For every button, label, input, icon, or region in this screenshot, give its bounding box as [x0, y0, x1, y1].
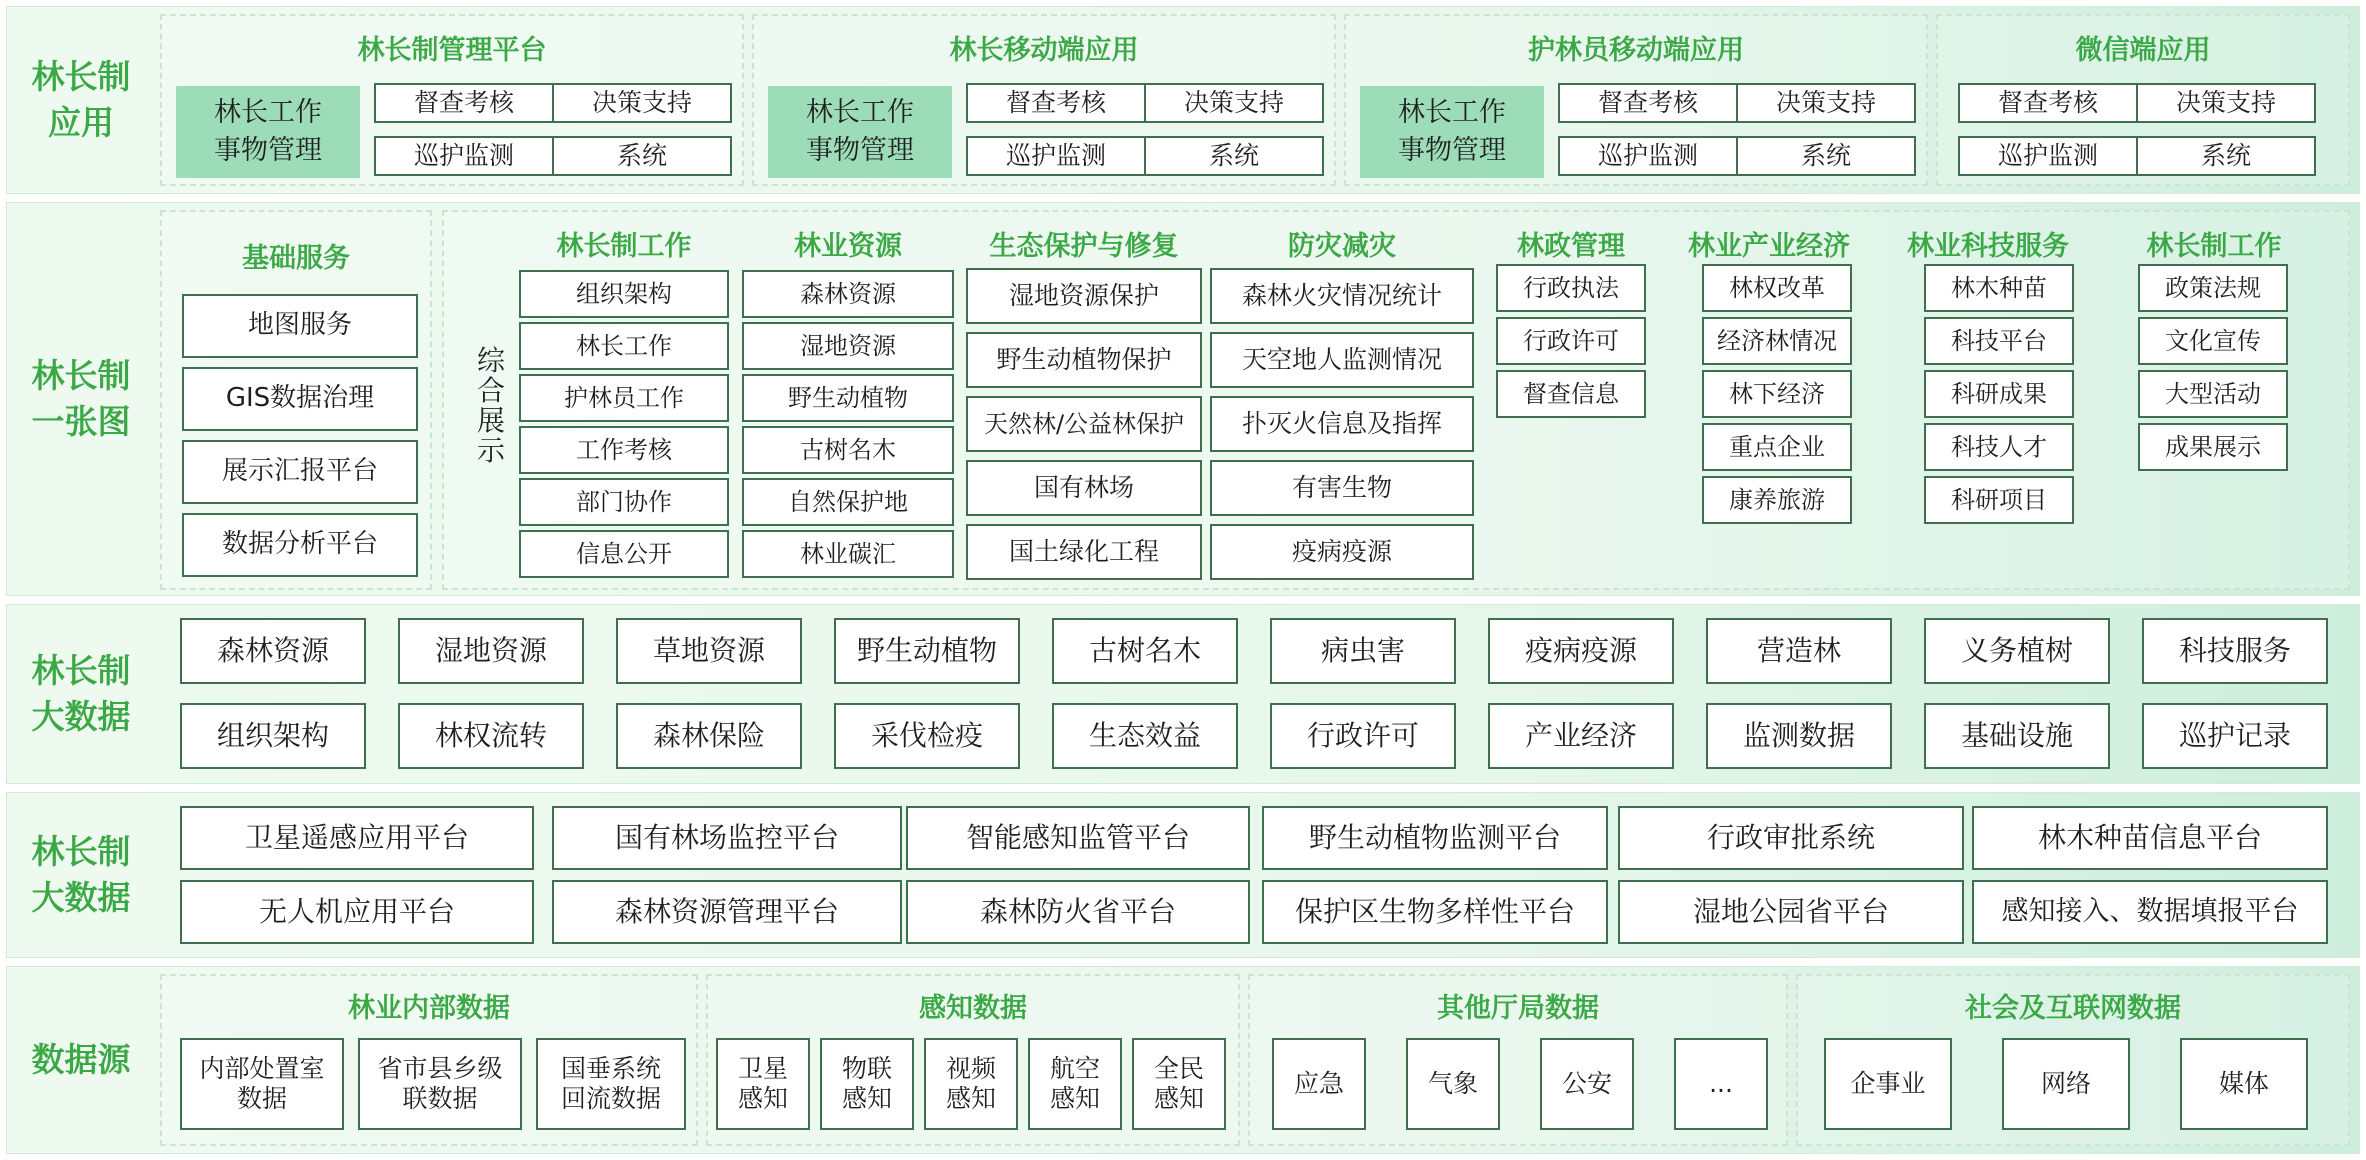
map-overview-display [442, 210, 2350, 590]
source-group-social-internet [1796, 974, 2350, 1146]
row-label-app: 林长制 应用 [31, 57, 131, 142]
column-item[interactable]: 行政许可 [1496, 317, 1646, 365]
data-category-item[interactable]: 草地资源 [616, 618, 802, 684]
platform-item[interactable]: 智能感知监管平台 [906, 806, 1250, 870]
group-title: 其他厅局数据 [1437, 993, 1599, 1024]
source-item[interactable]: 媒体 [2180, 1038, 2308, 1130]
group-title: 微信端应用 [2075, 35, 2211, 66]
data-category-item[interactable]: 义务植树 [1924, 618, 2110, 684]
column-item[interactable]: 组织架构 [519, 270, 729, 318]
column-item[interactable]: 林业碳汇 [742, 530, 954, 578]
source-group-internal [160, 974, 698, 1146]
column-item[interactable]: 湿地资源保护 [966, 268, 1202, 324]
group-title: 基础服务 [242, 243, 350, 274]
group-title: 社会及互联网数据 [1965, 993, 2181, 1024]
data-category-item[interactable]: 湿地资源 [398, 618, 584, 684]
basic-service-item[interactable]: 数据分析平台 [182, 513, 418, 577]
platform-item[interactable]: 感知接入、数据填报平台 [1972, 880, 2328, 944]
row-label-map: 林长制 一张图 [31, 356, 131, 441]
data-category-item[interactable]: 森林资源 [180, 618, 366, 684]
module-item[interactable]: 巡护监测 [374, 136, 554, 176]
platform-item[interactable]: 保护区生物多样性平台 [1262, 880, 1608, 944]
source-group-other-departments [1248, 974, 1788, 1146]
row-label-bigdata-1: 林长制 大数据 [31, 651, 131, 736]
column-title: 林长制工作 [556, 231, 692, 262]
column-item[interactable]: 林木种苗 [1924, 264, 2074, 312]
column-item[interactable]: 有害生物 [1210, 460, 1474, 516]
column-title: 林业资源 [794, 231, 902, 262]
data-category-item[interactable]: 营造林 [1706, 618, 1892, 684]
data-category-item[interactable]: 疫病疫源 [1488, 618, 1674, 684]
module-item[interactable]: 决策支持 [552, 83, 732, 123]
column-item[interactable]: 康养旅游 [1702, 476, 1852, 524]
module-item[interactable]: 决策支持 [1736, 83, 1916, 123]
column-item[interactable]: 疫病疫源 [1210, 524, 1474, 580]
module-item[interactable]: 系统 [2136, 136, 2316, 176]
column-item[interactable]: 古树名木 [742, 426, 954, 474]
source-item[interactable]: 卫星 感知 [716, 1038, 810, 1130]
column-item[interactable]: 信息公开 [519, 530, 729, 578]
module-item[interactable]: 系统 [1736, 136, 1916, 176]
module-item[interactable]: 巡护监测 [1558, 136, 1738, 176]
column-item[interactable]: 湿地资源 [742, 322, 954, 370]
column-item[interactable]: 国土绿化工程 [966, 524, 1202, 580]
data-category-item[interactable]: 森林保险 [616, 703, 802, 769]
column-item[interactable]: 天空地人监测情况 [1210, 332, 1474, 388]
data-category-item[interactable]: 基础设施 [1924, 703, 2110, 769]
map-basic-services [160, 210, 432, 590]
group-title: 护林员移动端应用 [1528, 35, 1744, 66]
module-item[interactable]: 督查考核 [1958, 83, 2138, 123]
row-label-bigdata-2: 林长制 大数据 [31, 832, 131, 917]
module-item[interactable]: 督查考核 [1558, 83, 1738, 123]
column-item[interactable]: 扑灭火信息及指挥 [1210, 396, 1474, 452]
source-item[interactable]: 省市县乡级 联数据 [358, 1038, 522, 1130]
column-title: 林政管理 [1517, 231, 1625, 262]
data-category-item[interactable]: 行政许可 [1270, 703, 1456, 769]
column-title: 林业科技服务 [1907, 231, 2069, 262]
platform-item[interactable]: 森林防火省平台 [906, 880, 1250, 944]
overview-vertical-label: 综合展示 [476, 344, 505, 467]
source-item[interactable]: 应急 [1272, 1038, 1366, 1130]
platform-item[interactable]: 行政审批系统 [1618, 806, 1964, 870]
data-category-item[interactable]: 巡护记录 [2142, 703, 2328, 769]
source-item[interactable]: 企事业 [1824, 1038, 1952, 1130]
source-item[interactable]: ... [1674, 1038, 1768, 1130]
app-group-ranger-mobile [1344, 14, 1928, 186]
module-item[interactable]: 督查考核 [966, 83, 1146, 123]
column-title: 生态保护与修复 [989, 231, 1179, 262]
data-category-item[interactable]: 监测数据 [1706, 703, 1892, 769]
data-category-item[interactable]: 林权流转 [398, 703, 584, 769]
column-item[interactable]: 重点企业 [1702, 423, 1852, 471]
app-group-wechat [1936, 14, 2350, 186]
column-title: 林长制工作 [2146, 231, 2282, 262]
column-item[interactable]: 成果展示 [2138, 423, 2288, 471]
column-item[interactable]: 部门协作 [519, 478, 729, 526]
column-item[interactable]: 林权改革 [1702, 264, 1852, 312]
data-category-item[interactable]: 生态效益 [1052, 703, 1238, 769]
module-item[interactable]: 决策支持 [1144, 83, 1324, 123]
module-item[interactable]: 巡护监测 [1958, 136, 2138, 176]
platform-item[interactable]: 森林资源管理平台 [552, 880, 902, 944]
column-title: 防灾减灾 [1288, 231, 1396, 262]
platform-item[interactable]: 林木种苗信息平台 [1972, 806, 2328, 870]
data-category-item[interactable]: 病虫害 [1270, 618, 1456, 684]
column-title: 林业产业经济 [1688, 231, 1850, 262]
data-category-item[interactable]: 采伐检疫 [834, 703, 1020, 769]
column-item[interactable]: 大型活动 [2138, 370, 2288, 418]
row-label-data-source: 数据源 [31, 1040, 131, 1079]
main-module[interactable]: 林长工作 事物管理 [176, 86, 360, 178]
column-item[interactable]: 自然保护地 [742, 478, 954, 526]
source-group-sensing [706, 974, 1240, 1146]
source-item[interactable]: 内部处置室 数据 [180, 1038, 344, 1130]
source-item[interactable]: 国垂系统 回流数据 [536, 1038, 686, 1130]
platform-item[interactable]: 卫星遥感应用平台 [180, 806, 534, 870]
column-item[interactable]: 天然林/公益林保护 [966, 396, 1202, 452]
data-category-item[interactable]: 野生动植物 [834, 618, 1020, 684]
column-item[interactable]: 森林火灾情况统计 [1210, 268, 1474, 324]
source-item[interactable]: 物联 感知 [820, 1038, 914, 1130]
module-item[interactable]: 督查考核 [374, 83, 554, 123]
column-item[interactable]: 政策法规 [2138, 264, 2288, 312]
data-category-item[interactable]: 产业经济 [1488, 703, 1674, 769]
column-item[interactable]: 工作考核 [519, 426, 729, 474]
data-category-item[interactable]: 科技服务 [2142, 618, 2328, 684]
source-item[interactable]: 网络 [2002, 1038, 2130, 1130]
module-item[interactable]: 系统 [1144, 136, 1324, 176]
column-item[interactable]: 森林资源 [742, 270, 954, 318]
module-item[interactable]: 巡护监测 [966, 136, 1146, 176]
basic-service-item[interactable]: GIS数据治理 [182, 367, 418, 431]
column-item[interactable]: 科研成果 [1924, 370, 2074, 418]
source-item[interactable]: 公安 [1540, 1038, 1634, 1130]
column-item[interactable]: 林下经济 [1702, 370, 1852, 418]
source-item[interactable]: 视频 感知 [924, 1038, 1018, 1130]
group-title: 林长移动端应用 [949, 35, 1139, 66]
column-item[interactable]: 行政执法 [1496, 264, 1646, 312]
column-item[interactable]: 经济林情况 [1702, 317, 1852, 365]
column-item[interactable]: 科研项目 [1924, 476, 2074, 524]
module-item[interactable]: 系统 [552, 136, 732, 176]
column-item[interactable]: 国有林场 [966, 460, 1202, 516]
column-item[interactable]: 科技人才 [1924, 423, 2074, 471]
main-module[interactable]: 林长工作 事物管理 [1360, 86, 1544, 178]
source-item[interactable]: 全民 感知 [1132, 1038, 1226, 1130]
column-item[interactable]: 督查信息 [1496, 370, 1646, 418]
platform-item[interactable]: 湿地公园省平台 [1618, 880, 1964, 944]
app-group-chief-mobile [752, 14, 1336, 186]
source-item[interactable]: 气象 [1406, 1038, 1500, 1130]
column-item[interactable]: 野生动植物保护 [966, 332, 1202, 388]
group-title: 林长制管理平台 [357, 35, 547, 66]
group-title: 感知数据 [919, 993, 1027, 1024]
group-title: 林业内部数据 [348, 993, 510, 1024]
platform-item[interactable]: 无人机应用平台 [180, 880, 534, 944]
main-module[interactable]: 林长工作 事物管理 [768, 86, 952, 178]
data-category-item[interactable]: 组织架构 [180, 703, 366, 769]
column-item[interactable]: 护林员工作 [519, 374, 729, 422]
source-item[interactable]: 航空 感知 [1028, 1038, 1122, 1130]
module-item[interactable]: 决策支持 [2136, 83, 2316, 123]
app-group-management-platform [160, 14, 744, 186]
data-category-item[interactable]: 古树名木 [1052, 618, 1238, 684]
platform-item[interactable]: 国有林场监控平台 [552, 806, 902, 870]
column-item[interactable]: 科技平台 [1924, 317, 2074, 365]
basic-service-item[interactable]: 展示汇报平台 [182, 440, 418, 504]
platform-item[interactable]: 野生动植物监测平台 [1262, 806, 1608, 870]
column-item[interactable]: 林长工作 [519, 322, 729, 370]
column-item[interactable]: 文化宣传 [2138, 317, 2288, 365]
column-item[interactable]: 野生动植物 [742, 374, 954, 422]
basic-service-item[interactable]: 地图服务 [182, 294, 418, 358]
